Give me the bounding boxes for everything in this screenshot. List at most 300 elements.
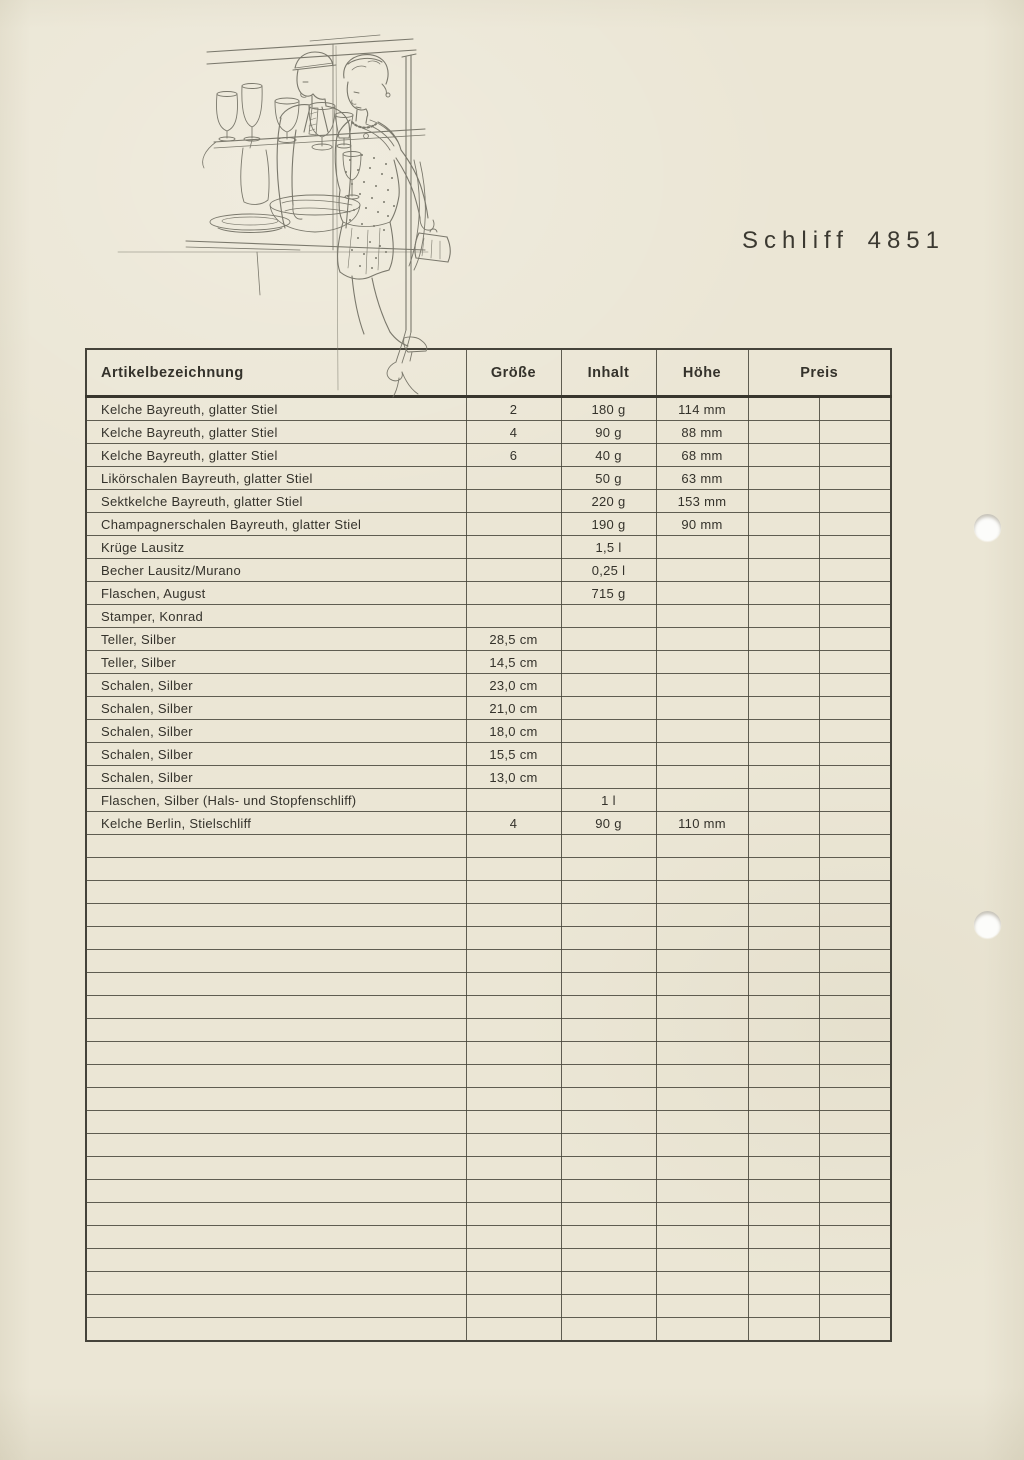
cell-inhalt: 90 g	[561, 812, 656, 835]
cell-inhalt	[561, 605, 656, 628]
cell-preis-1	[748, 1249, 819, 1272]
cell-artikel: Schalen, Silber	[86, 743, 466, 766]
cell-hoehe	[656, 1111, 748, 1134]
cell-groesse	[466, 1134, 561, 1157]
cell-groesse: 2	[466, 397, 561, 421]
cell-preis-2	[819, 743, 891, 766]
cell-groesse: 6	[466, 444, 561, 467]
cell-hoehe	[656, 881, 748, 904]
table-row	[86, 467, 891, 490]
cell-preis-1	[748, 582, 819, 605]
cell-preis-2	[819, 720, 891, 743]
table-row-empty	[86, 1111, 891, 1134]
cell-artikel: Krüge Lausitz	[86, 536, 466, 559]
cell-hoehe	[656, 904, 748, 927]
cell-groesse: 13,0 cm	[466, 766, 561, 789]
cell-artikel: Teller, Silber	[86, 651, 466, 674]
cell-hoehe	[656, 973, 748, 996]
cell-groesse	[466, 490, 561, 513]
cell-inhalt	[561, 1226, 656, 1249]
cell-preis-2	[819, 490, 891, 513]
cell-inhalt: 90 g	[561, 421, 656, 444]
cell-inhalt	[561, 1088, 656, 1111]
cell-inhalt	[561, 996, 656, 1019]
cell-inhalt: 180 g	[561, 397, 656, 421]
table-row-empty	[86, 1249, 891, 1272]
cell-artikel: Schalen, Silber	[86, 674, 466, 697]
header-row	[86, 349, 891, 397]
cell-preis-2	[819, 397, 891, 421]
cell-preis-2	[819, 536, 891, 559]
cell-preis-2	[819, 904, 891, 927]
cell-artikel: Schalen, Silber	[86, 720, 466, 743]
cell-artikel	[86, 881, 466, 904]
table-row	[86, 766, 891, 789]
column-header-inhalt: Inhalt	[561, 349, 656, 397]
cell-hoehe	[656, 1272, 748, 1295]
punch-hole-bottom	[974, 911, 1001, 938]
cell-groesse	[466, 1249, 561, 1272]
cell-inhalt	[561, 1272, 656, 1295]
cell-preis-2	[819, 1203, 891, 1226]
column-header-artikelbezeichnung: Artikelbezeichnung	[86, 349, 466, 397]
table-row	[86, 697, 891, 720]
cell-groesse	[466, 1019, 561, 1042]
cell-groesse	[466, 881, 561, 904]
cell-preis-1	[748, 927, 819, 950]
cell-preis-1	[748, 766, 819, 789]
cell-groesse: 28,5 cm	[466, 628, 561, 651]
woman-figure-icon	[335, 55, 450, 361]
cell-groesse	[466, 1180, 561, 1203]
cell-inhalt	[561, 1019, 656, 1042]
cell-artikel: Sektkelche Bayreuth, glatter Stiel	[86, 490, 466, 513]
cell-preis-1	[748, 1019, 819, 1042]
cell-artikel	[86, 973, 466, 996]
table-row-empty	[86, 1157, 891, 1180]
table-row-empty	[86, 1088, 891, 1111]
cell-hoehe	[656, 1157, 748, 1180]
cell-hoehe: 68 mm	[656, 444, 748, 467]
cell-preis-2	[819, 651, 891, 674]
cell-artikel	[86, 1295, 466, 1318]
cell-inhalt	[561, 697, 656, 720]
cell-groesse	[466, 513, 561, 536]
cell-inhalt	[561, 720, 656, 743]
column-header-hoehe: Höhe	[656, 349, 748, 397]
cell-preis-1	[748, 1134, 819, 1157]
cell-inhalt	[561, 766, 656, 789]
cell-preis-2	[819, 1295, 891, 1318]
cell-preis-2	[819, 858, 891, 881]
cell-preis-2	[819, 812, 891, 835]
cell-hoehe	[656, 697, 748, 720]
table-row-empty	[86, 1203, 891, 1226]
cell-hoehe	[656, 743, 748, 766]
cell-preis-2	[819, 1088, 891, 1111]
cell-preis-2	[819, 1318, 891, 1342]
cell-groesse: 23,0 cm	[466, 674, 561, 697]
cell-hoehe	[656, 1203, 748, 1226]
cell-preis-2	[819, 1180, 891, 1203]
cell-groesse	[466, 1088, 561, 1111]
cell-inhalt: 220 g	[561, 490, 656, 513]
table-row	[86, 812, 891, 835]
cell-preis-2	[819, 1134, 891, 1157]
cell-preis-1	[748, 467, 819, 490]
cell-hoehe	[656, 1295, 748, 1318]
cell-artikel	[86, 1318, 466, 1342]
table-row	[86, 743, 891, 766]
cell-hoehe: 88 mm	[656, 421, 748, 444]
cell-preis-2	[819, 766, 891, 789]
cell-artikel: Likörschalen Bayreuth, glatter Stiel	[86, 467, 466, 490]
cell-artikel	[86, 1180, 466, 1203]
cell-inhalt	[561, 1318, 656, 1342]
cell-preis-1	[748, 1088, 819, 1111]
table-row-empty	[86, 1180, 891, 1203]
cell-hoehe	[656, 858, 748, 881]
cell-inhalt	[561, 881, 656, 904]
cell-artikel	[86, 1111, 466, 1134]
cell-groesse	[466, 1226, 561, 1249]
table-row-empty	[86, 1042, 891, 1065]
cell-hoehe	[656, 1226, 748, 1249]
cell-groesse	[466, 605, 561, 628]
cell-preis-2	[819, 513, 891, 536]
cell-hoehe	[656, 1318, 748, 1342]
cell-hoehe	[656, 1088, 748, 1111]
cell-hoehe	[656, 1249, 748, 1272]
cell-inhalt: 50 g	[561, 467, 656, 490]
table-row	[86, 444, 891, 467]
display-frame-icon	[118, 35, 428, 390]
cell-hoehe	[656, 1065, 748, 1088]
cell-groesse	[466, 789, 561, 812]
table-row	[86, 536, 891, 559]
cell-preis-1	[748, 1295, 819, 1318]
cell-artikel	[86, 1088, 466, 1111]
cell-preis-1	[748, 996, 819, 1019]
cell-inhalt	[561, 1249, 656, 1272]
table-row	[86, 628, 891, 651]
cell-preis-2	[819, 835, 891, 858]
cell-artikel: Kelche Berlin, Stielschliff	[86, 812, 466, 835]
cell-groesse: 4	[466, 421, 561, 444]
cell-artikel: Kelche Bayreuth, glatter Stiel	[86, 444, 466, 467]
cell-preis-2	[819, 697, 891, 720]
cell-hoehe	[656, 582, 748, 605]
cell-preis-2	[819, 444, 891, 467]
cell-preis-2	[819, 467, 891, 490]
cell-artikel: Kelche Bayreuth, glatter Stiel	[86, 397, 466, 421]
cell-preis-1	[748, 1065, 819, 1088]
cell-inhalt	[561, 904, 656, 927]
cell-groesse	[466, 467, 561, 490]
cell-preis-2	[819, 1065, 891, 1088]
table-row-empty	[86, 1226, 891, 1249]
cell-hoehe	[656, 674, 748, 697]
cell-preis-2	[819, 421, 891, 444]
cell-preis-2	[819, 789, 891, 812]
cell-inhalt	[561, 1157, 656, 1180]
cell-inhalt	[561, 743, 656, 766]
table-row	[86, 605, 891, 628]
price-table-body	[86, 397, 891, 1342]
cell-groesse: 14,5 cm	[466, 651, 561, 674]
table-row	[86, 421, 891, 444]
cell-preis-2	[819, 996, 891, 1019]
cell-preis-2	[819, 1042, 891, 1065]
table-row	[86, 789, 891, 812]
cell-preis-1	[748, 421, 819, 444]
cell-inhalt	[561, 927, 656, 950]
cell-preis-1	[748, 1111, 819, 1134]
cell-groesse	[466, 1042, 561, 1065]
cell-preis-1	[748, 397, 819, 421]
table-row-empty	[86, 858, 891, 881]
cell-inhalt	[561, 651, 656, 674]
cell-inhalt	[561, 950, 656, 973]
cell-hoehe	[656, 1019, 748, 1042]
table-row-empty	[86, 1134, 891, 1157]
cell-hoehe	[656, 1042, 748, 1065]
page-title: Schliff 4851	[742, 227, 945, 254]
cell-artikel: Flaschen, August	[86, 582, 466, 605]
cell-artikel	[86, 858, 466, 881]
cell-hoehe: 110 mm	[656, 812, 748, 835]
cell-preis-2	[819, 1272, 891, 1295]
cell-artikel	[86, 950, 466, 973]
cell-groesse	[466, 1203, 561, 1226]
cell-inhalt	[561, 1065, 656, 1088]
cell-preis-1	[748, 973, 819, 996]
cell-hoehe	[656, 605, 748, 628]
cell-hoehe	[656, 628, 748, 651]
cell-groesse	[466, 927, 561, 950]
cell-artikel	[86, 1134, 466, 1157]
cell-preis-1	[748, 1272, 819, 1295]
cell-preis-1	[748, 835, 819, 858]
cell-artikel: Champagnerschalen Bayreuth, glatter Stiel	[86, 513, 466, 536]
cell-preis-1	[748, 651, 819, 674]
cell-artikel	[86, 1272, 466, 1295]
cell-preis-1	[748, 697, 819, 720]
cell-artikel: Kelche Bayreuth, glatter Stiel	[86, 421, 466, 444]
cell-hoehe	[656, 835, 748, 858]
cell-groesse	[466, 858, 561, 881]
cell-hoehe	[656, 996, 748, 1019]
cell-inhalt	[561, 1111, 656, 1134]
cell-artikel	[86, 835, 466, 858]
cell-artikel	[86, 904, 466, 927]
cell-preis-2	[819, 605, 891, 628]
cell-artikel: Schalen, Silber	[86, 697, 466, 720]
cell-hoehe	[656, 766, 748, 789]
cell-inhalt	[561, 1134, 656, 1157]
table-row-empty	[86, 950, 891, 973]
cell-artikel: Flaschen, Silber (Hals- und Stopfenschliff)	[86, 789, 466, 812]
cell-artikel: Becher Lausitz/Murano	[86, 559, 466, 582]
cell-inhalt	[561, 835, 656, 858]
cell-preis-2	[819, 628, 891, 651]
cell-inhalt: 1,5 l	[561, 536, 656, 559]
cell-preis-2	[819, 1157, 891, 1180]
cell-preis-1	[748, 789, 819, 812]
cell-artikel	[86, 1157, 466, 1180]
cell-hoehe	[656, 651, 748, 674]
cell-groesse	[466, 559, 561, 582]
cell-groesse: 18,0 cm	[466, 720, 561, 743]
cell-hoehe: 114 mm	[656, 397, 748, 421]
table-row	[86, 651, 891, 674]
man-figure-icon	[241, 52, 351, 228]
cell-preis-1	[748, 605, 819, 628]
column-header-preis: Preis	[748, 349, 891, 397]
cell-preis-1	[748, 950, 819, 973]
cell-groesse	[466, 996, 561, 1019]
cell-preis-1	[748, 1042, 819, 1065]
cell-artikel	[86, 1019, 466, 1042]
cell-preis-2	[819, 1111, 891, 1134]
cell-inhalt	[561, 628, 656, 651]
cell-inhalt: 40 g	[561, 444, 656, 467]
cell-preis-2	[819, 674, 891, 697]
cell-artikel	[86, 1203, 466, 1226]
cell-hoehe	[656, 720, 748, 743]
cell-groesse	[466, 950, 561, 973]
table-row-empty	[86, 1065, 891, 1088]
cell-inhalt	[561, 1042, 656, 1065]
cell-inhalt	[561, 858, 656, 881]
cell-hoehe: 90 mm	[656, 513, 748, 536]
cell-preis-2	[819, 1226, 891, 1249]
cell-artikel: Schalen, Silber	[86, 766, 466, 789]
cell-preis-1	[748, 1203, 819, 1226]
cell-groesse: 21,0 cm	[466, 697, 561, 720]
cell-hoehe	[656, 536, 748, 559]
cell-hoehe	[656, 789, 748, 812]
cell-preis-2	[819, 881, 891, 904]
punch-hole-top	[974, 514, 1001, 541]
table-row-empty	[86, 1272, 891, 1295]
cell-groesse	[466, 1295, 561, 1318]
cell-groesse	[466, 582, 561, 605]
cell-preis-2	[819, 1249, 891, 1272]
cell-preis-1	[748, 858, 819, 881]
table-row-empty	[86, 835, 891, 858]
table-row-empty	[86, 973, 891, 996]
table-row-empty	[86, 1295, 891, 1318]
cell-preis-1	[748, 720, 819, 743]
cell-groesse	[466, 1157, 561, 1180]
cell-preis-1	[748, 559, 819, 582]
dress-dots-icon	[345, 154, 395, 269]
cell-inhalt: 715 g	[561, 582, 656, 605]
cell-groesse	[466, 1318, 561, 1342]
cell-preis-1	[748, 1157, 819, 1180]
cell-inhalt	[561, 674, 656, 697]
table-row	[86, 720, 891, 743]
cell-preis-1	[748, 904, 819, 927]
cell-groesse	[466, 1065, 561, 1088]
cell-preis-1	[748, 674, 819, 697]
cell-inhalt	[561, 1180, 656, 1203]
table-row-empty	[86, 1019, 891, 1042]
table-row	[86, 490, 891, 513]
price-table	[85, 348, 892, 1342]
cell-artikel	[86, 996, 466, 1019]
cell-hoehe: 63 mm	[656, 467, 748, 490]
cell-groesse	[466, 1272, 561, 1295]
cell-inhalt	[561, 1203, 656, 1226]
cell-preis-2	[819, 973, 891, 996]
table-row-empty	[86, 996, 891, 1019]
cell-inhalt	[561, 1295, 656, 1318]
cell-hoehe: 153 mm	[656, 490, 748, 513]
glassware-icon	[210, 84, 361, 233]
table-row	[86, 582, 891, 605]
cell-preis-1	[748, 881, 819, 904]
cell-groesse: 4	[466, 812, 561, 835]
cell-preis-1	[748, 812, 819, 835]
cell-hoehe	[656, 927, 748, 950]
cell-artikel	[86, 1249, 466, 1272]
cell-artikel: Teller, Silber	[86, 628, 466, 651]
table-row	[86, 674, 891, 697]
cell-inhalt: 190 g	[561, 513, 656, 536]
cell-hoehe	[656, 950, 748, 973]
cell-groesse	[466, 536, 561, 559]
cell-groesse	[466, 973, 561, 996]
cell-artikel	[86, 1042, 466, 1065]
cell-groesse	[466, 1111, 561, 1134]
cell-groesse	[466, 835, 561, 858]
table-row-empty	[86, 881, 891, 904]
cell-artikel: Stamper, Konrad	[86, 605, 466, 628]
cell-hoehe	[656, 1134, 748, 1157]
cell-inhalt	[561, 973, 656, 996]
cell-preis-1	[748, 513, 819, 536]
cell-groesse: 15,5 cm	[466, 743, 561, 766]
cell-artikel	[86, 927, 466, 950]
cell-preis-1	[748, 490, 819, 513]
cell-artikel	[86, 1226, 466, 1249]
column-header-groesse: Größe	[466, 349, 561, 397]
table-row	[86, 513, 891, 536]
cell-preis-1	[748, 1226, 819, 1249]
cell-groesse	[466, 904, 561, 927]
cell-preis-1	[748, 444, 819, 467]
cell-preis-1	[748, 1318, 819, 1342]
cell-artikel	[86, 1065, 466, 1088]
cell-preis-1	[748, 628, 819, 651]
cell-inhalt: 1 l	[561, 789, 656, 812]
table-row	[86, 559, 891, 582]
cell-preis-2	[819, 950, 891, 973]
table-row-empty	[86, 927, 891, 950]
price-table-header	[86, 349, 891, 397]
table-row-empty	[86, 904, 891, 927]
cell-preis-2	[819, 1019, 891, 1042]
cell-preis-2	[819, 927, 891, 950]
table-row-empty	[86, 1318, 891, 1342]
cell-preis-1	[748, 743, 819, 766]
cell-hoehe	[656, 1180, 748, 1203]
cell-preis-2	[819, 582, 891, 605]
cell-inhalt: 0,25 l	[561, 559, 656, 582]
cell-preis-2	[819, 559, 891, 582]
